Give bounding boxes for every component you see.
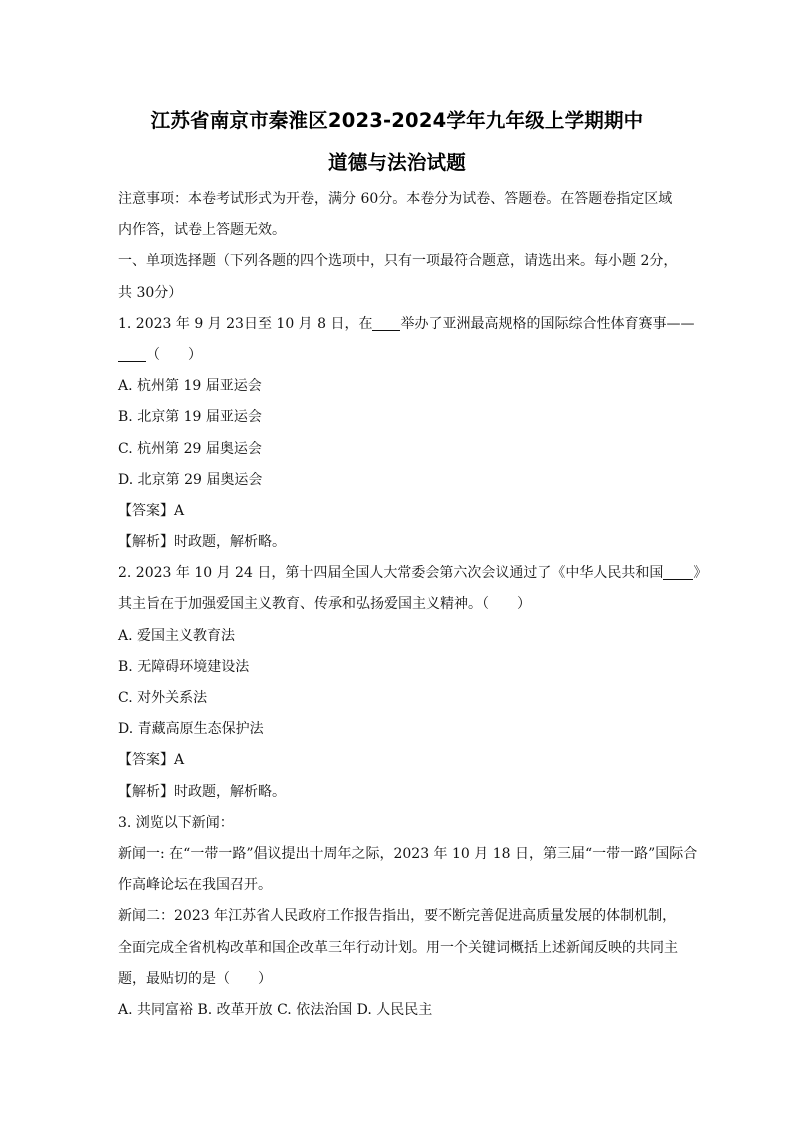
question-2-stem xyxy=(118,558,708,589)
q1-analysis: 【解析】时政题，解析略。 xyxy=(118,534,286,551)
answer-blank xyxy=(372,313,400,331)
q2-stem-text: 2. 2023 年 10 月 24 日，第十四届全国人大常委会第六次会议通过了《中华人民共和国 xyxy=(118,565,664,582)
q1-stem-text: 1. 2023 年 9 月 23日至 10 月 8 日，在 xyxy=(118,315,373,332)
notice-line: 内作答，试卷上答题无效。 xyxy=(118,222,286,239)
document-body xyxy=(118,184,708,1026)
q1-option-b: B. 北京第 19 届亚运会 xyxy=(118,409,262,426)
question-2-stem: 其主旨在于加强爱国主义教育、传承和弘扬爱国主义精神。（ ） xyxy=(118,596,531,613)
q1-stem-text: 举办了亚洲最高规格的国际综合性体育赛事—— xyxy=(400,315,695,332)
q2-answer: 【答案】A xyxy=(118,752,185,769)
notice-line: 注意事项：本卷考试形式为开卷，满分 60分。本卷分为试卷、答题卷。在答题卷指定区域 xyxy=(118,191,673,207)
q2-option-b: B. 无障碍环境建设法 xyxy=(118,658,250,675)
section-heading: 一、单项选择题（下列各题的四个选项中，只有一项最符合题意，请选出来。每小题 2分， xyxy=(118,253,678,270)
q2-analysis: 【解析】时政题，解析略。 xyxy=(118,783,286,800)
question-3-intro: 3. 浏览以下新闻： xyxy=(118,814,234,831)
q3-news-2: 新闻二：2023 年江苏省人民政府工作报告指出，要不断完善促进高质量发展的体制机制， xyxy=(118,908,677,925)
q1-stem-text: （ ） xyxy=(146,346,202,363)
title-line-2: 道德与法治试题 xyxy=(328,151,466,174)
q3-news-1: 新闻一: 在“一带一路”倡议提出十周年之际，2023 年 10 月 18 日，第三届“一带一路”国际合 xyxy=(118,845,698,862)
question-1-stem xyxy=(118,309,695,340)
q2-stem-text: 》 xyxy=(693,565,708,582)
answer-blank xyxy=(663,562,693,580)
q2-option-c: C. 对外关系法 xyxy=(118,690,208,706)
q3-news-2: 题，最贴切的是（ ） xyxy=(118,970,272,987)
q1-option-a: A. 杭州第 19 届亚运会 xyxy=(118,378,262,395)
section-heading: 共 30分） xyxy=(118,284,183,301)
q2-option-a: A. 爱国主义教育法 xyxy=(118,627,236,644)
q1-option-d: D. 北京第 29 届奥运会 xyxy=(118,471,263,488)
q3-news-1: 作高峰论坛在我国召开。 xyxy=(118,877,272,894)
title-line-1: 江苏省南京市秦淮区2023-2024学年九年级上学期期中 xyxy=(150,109,644,132)
q1-option-c: C. 杭州第 29 届奥运会 xyxy=(118,440,262,457)
answer-blank xyxy=(118,344,146,362)
q3-options: A. 共同富裕 B. 改革开放 C. 依法治国 D. 人民民主 xyxy=(118,1001,433,1018)
q2-option-d: D. 青藏高原生态保护法 xyxy=(118,721,264,738)
q3-news-2: 全面完成全省机构改革和国企改革三年行动计划。用一个关键词概括上述新闻反映的共同主 xyxy=(118,939,678,956)
q1-answer: 【答案】A xyxy=(118,502,185,519)
question-1-stem xyxy=(118,340,678,371)
